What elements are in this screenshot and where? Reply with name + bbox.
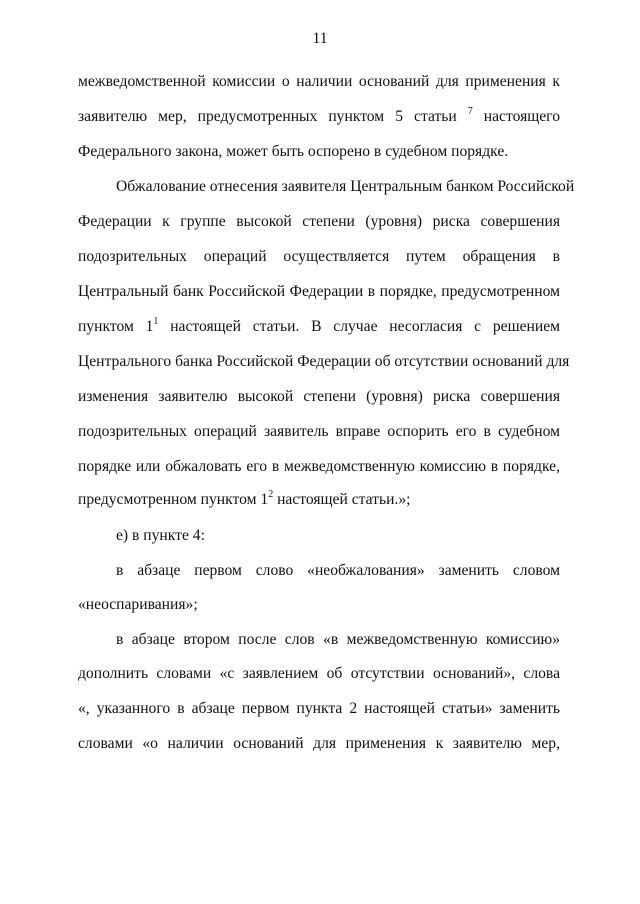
text-line: дополнить словами «с заявлением об отсутствии оснований», слова [78, 665, 560, 682]
text-line: порядке или обжаловать его в межведомственную комиссию в порядке, [78, 458, 560, 475]
text-line: словами «о наличии оснований для применения к заявителю мер, [78, 735, 560, 752]
text-line: подозрительных операций заявитель вправе оспорить его в судебном [78, 423, 560, 440]
superscript: 2 [268, 489, 274, 500]
superscript: 1 [153, 316, 159, 327]
text-line [78, 489, 560, 511]
paragraph-first-line: в абзаце втором после слов «в межведомственную комиссию» [116, 631, 560, 648]
text-line: Центрального банка Российской Федерации об отсутствии оснований для [78, 353, 570, 370]
text-line: Центральный банк Российской Федерации в порядке, предусмотренном [78, 283, 560, 300]
superscript: 7 [467, 106, 473, 117]
list-item-heading: е) в пункте 4: [116, 527, 205, 544]
text-line: Федерации к группе высокой степени (уровня) риска совершения [78, 213, 560, 230]
text-line: межведомственной комиссии о наличии оснований для применения к [78, 73, 560, 90]
text-line: Федерального закона, может быть оспорено в судебном порядке. [78, 143, 509, 160]
text-line: «неоспаривания»; [78, 596, 198, 613]
text-fragment: заявителю мер, предусмотренных пунктом 5 статьи [78, 108, 468, 125]
text-line: изменения заявителю высокой степени (уровня) риска совершения [78, 388, 560, 405]
text-fragment: настоящей статьи.»; [273, 491, 411, 508]
text-fragment: настоящего [472, 108, 560, 125]
text-line: «, указанного в абзаце первом пункта 2 настоящей статьи» заменить [78, 700, 560, 717]
text-fragment: пунктом 1 [78, 318, 154, 335]
text-fragment: настоящей статьи. В случае несогласия с решением [158, 318, 560, 335]
text-fragment: предусмотренном пунктом 1 [78, 491, 269, 508]
page-number: 11 [312, 30, 328, 47]
paragraph-first-line: в абзаце первом слово «необжалования» заменить словом [116, 562, 560, 579]
paragraph-first-line: Обжалование отнесения заявителя Центральным банком Российской [116, 178, 575, 195]
text-line: подозрительных операций осуществляется путем обращения в [78, 248, 560, 265]
text-line [78, 106, 560, 128]
text-line [78, 316, 560, 338]
